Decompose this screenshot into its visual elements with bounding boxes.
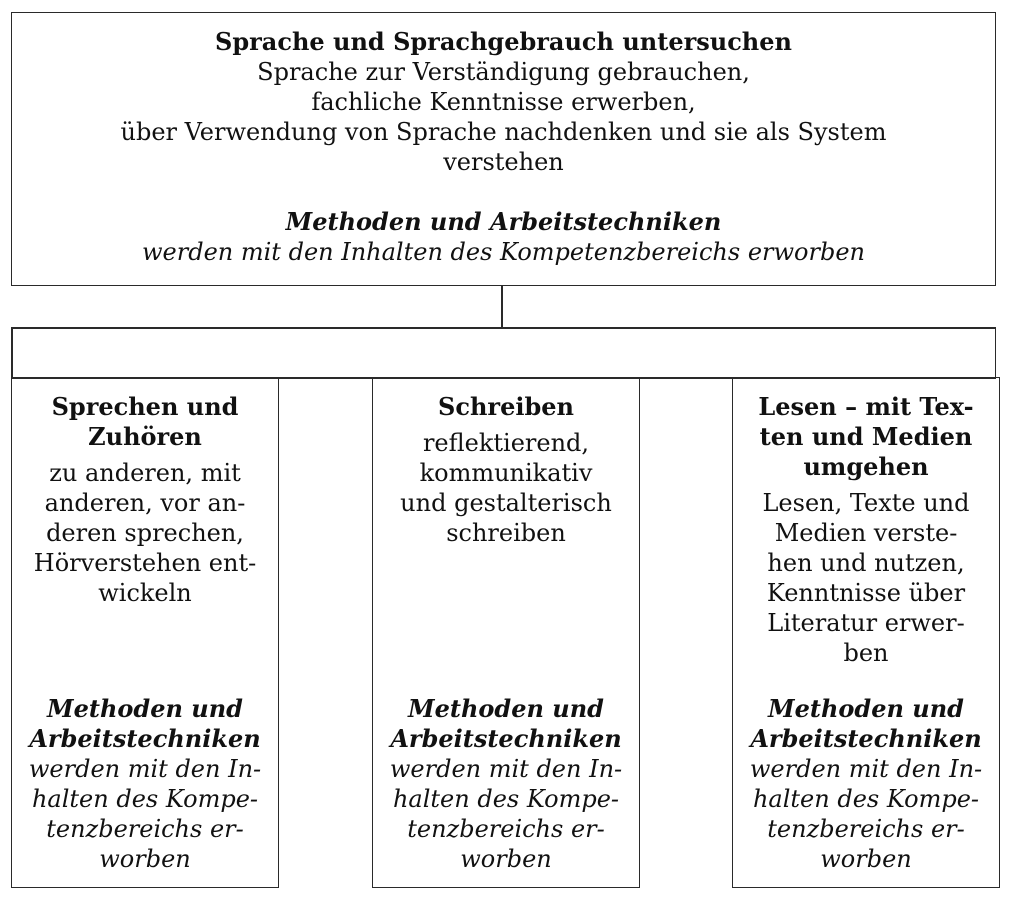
column-text-line: kommunikativ bbox=[419, 459, 593, 487]
column-methods-title-line: Arbeitstechniken bbox=[29, 724, 261, 753]
column-title bbox=[18, 392, 272, 452]
column-text bbox=[18, 458, 272, 608]
column-methods-text-line: halten des Kompe- bbox=[392, 785, 620, 813]
column-methods-title-line: Arbeitstechniken bbox=[750, 724, 982, 753]
column-methods-text-line: werden mit den In- bbox=[389, 755, 623, 783]
column-methods-text-line: werden mit den In- bbox=[749, 755, 983, 783]
column-text-line: Literatur erwer- bbox=[767, 609, 965, 637]
column-text-line: schreiben bbox=[446, 519, 566, 547]
column-title bbox=[739, 392, 993, 482]
main-competence-line-4: verstehen bbox=[443, 148, 564, 176]
column-text-line: zu anderen, mit bbox=[49, 459, 241, 487]
column-methods-title-line: Methoden und bbox=[47, 694, 243, 723]
connector-vertical-top bbox=[501, 286, 503, 328]
column-text-line: Lesen, Texte und bbox=[762, 489, 970, 517]
main-competence-line-2: fachliche Kenntnisse erwerben, bbox=[311, 88, 696, 116]
column-methods bbox=[739, 694, 993, 874]
column-text-line: Kenntnisse über bbox=[766, 579, 966, 607]
column-methods-text-line: worben bbox=[99, 845, 191, 873]
connector-left-drop bbox=[11, 327, 13, 377]
spacer bbox=[12, 177, 995, 207]
column-methods-text-line: werden mit den In- bbox=[28, 755, 262, 783]
connector-horizontal bbox=[11, 327, 996, 329]
column-text-line: Medien verste- bbox=[774, 519, 958, 547]
main-competence-box bbox=[11, 12, 996, 286]
column-methods-text-line: halten des Kompe- bbox=[31, 785, 259, 813]
column-text-line: deren sprechen, bbox=[46, 519, 244, 547]
column-text-line: ben bbox=[843, 639, 889, 667]
main-methods-text: werden mit den Inhalten des Kompetenzbereichs erworben bbox=[142, 238, 865, 266]
column-title-line: Lesen – mit Tex- bbox=[758, 392, 974, 421]
column-title-line: Schreiben bbox=[438, 392, 574, 421]
main-competence-line-3: über Verwendung von Sprache nachdenken und sie als System bbox=[120, 118, 887, 146]
main-competence-line-1: Sprache zur Verständigung gebrauchen, bbox=[257, 58, 750, 86]
column-text-line: hen und nutzen, bbox=[767, 549, 965, 577]
column-lesen-texte-medien bbox=[732, 377, 1000, 888]
column-methods-text-line: tenzbereichs er- bbox=[407, 815, 605, 843]
main-methods-title: Methoden und Arbeitstechniken bbox=[285, 207, 722, 236]
column-methods bbox=[18, 694, 272, 874]
column-methods-title-line: Methoden und bbox=[768, 694, 964, 723]
column-sprechen-zuhoeren bbox=[11, 377, 279, 888]
column-title bbox=[379, 392, 633, 422]
column-schreiben bbox=[372, 377, 640, 888]
column-title-line: Zuhören bbox=[88, 422, 202, 451]
column-text-line: Hörverstehen ent- bbox=[33, 549, 257, 577]
column-title-line: ten und Medien bbox=[759, 422, 973, 451]
column-text-line: anderen, vor an- bbox=[44, 489, 246, 517]
column-methods-text-line: worben bbox=[820, 845, 912, 873]
main-competence-title: Sprache und Sprachgebrauch untersuchen bbox=[215, 27, 792, 56]
column-methods-title-line: Methoden und bbox=[408, 694, 604, 723]
column-methods bbox=[379, 694, 633, 874]
column-text-line: wickeln bbox=[98, 579, 192, 607]
column-text-line: reflektierend, bbox=[422, 429, 590, 457]
column-text-line: und gestalterisch bbox=[400, 489, 612, 517]
column-methods-title-line: Arbeitstechniken bbox=[390, 724, 622, 753]
column-methods-text-line: tenzbereichs er- bbox=[767, 815, 965, 843]
column-title-line: Sprechen und bbox=[51, 392, 239, 421]
column-text bbox=[739, 488, 993, 668]
connector-right-drop bbox=[995, 327, 997, 377]
column-methods-text-line: halten des Kompe- bbox=[752, 785, 980, 813]
column-methods-text-line: worben bbox=[460, 845, 552, 873]
column-text bbox=[379, 428, 633, 548]
column-methods-text-line: tenzbereichs er- bbox=[46, 815, 244, 843]
column-title-line: umgehen bbox=[803, 452, 929, 481]
